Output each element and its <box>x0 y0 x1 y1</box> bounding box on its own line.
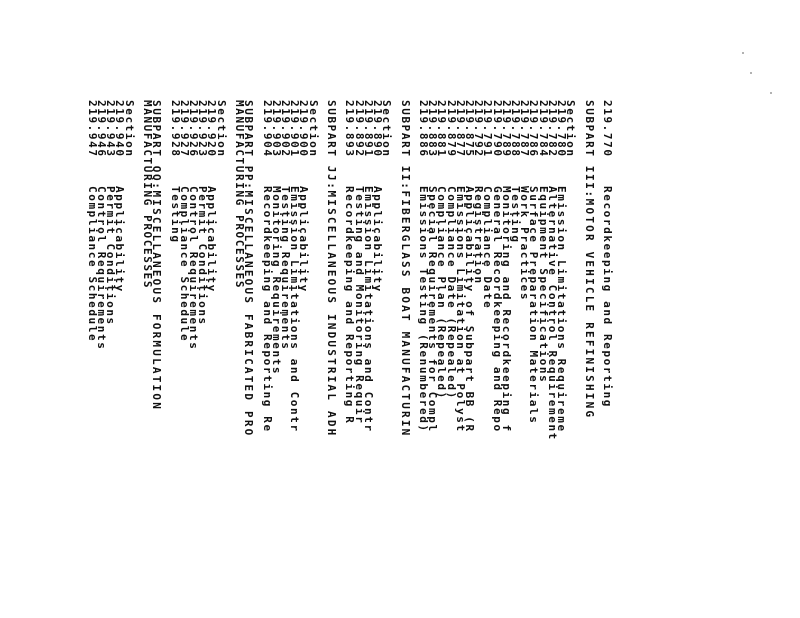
section-code: 219.788 <box>509 100 522 158</box>
section-title: Applicability <box>371 186 384 293</box>
section-title: Emissions Limitation at Polyst <box>453 186 467 433</box>
section-title: Monitoring Requirements <box>269 186 283 376</box>
section-title: Applicability <box>297 186 311 293</box>
document-line <box>262 100 272 433</box>
section-code: 219.787 <box>518 100 532 158</box>
section-code: 219.875 <box>463 100 476 158</box>
section-code: 219.946 <box>95 100 108 158</box>
rotated-text-block <box>52 100 612 618</box>
section-code: Section <box>306 100 320 158</box>
section-code: MANUFACTURING PROCESSES <box>233 100 246 290</box>
section-title: Compliance Date <box>481 186 495 310</box>
section-code: 219.902 <box>279 100 292 158</box>
section-code: 219.900 <box>297 100 311 158</box>
section-code: 219.927 <box>177 100 191 158</box>
section-title: Control Requirements <box>187 186 200 351</box>
section-code: 219.892 <box>352 100 366 158</box>
document-line <box>400 100 410 438</box>
section-title: General Recordkeeping and Repo <box>490 186 504 433</box>
section-title: Equipment Specifications <box>536 186 550 384</box>
section-code: 219.920 <box>205 100 219 158</box>
section-title: MOTOR VEHICLE REFINISHING <box>582 198 596 420</box>
section-title: Recordkeeping and Reporting <box>601 186 614 409</box>
section-title: Testing <box>168 186 182 244</box>
section-title: Compliance Schedule <box>85 186 99 343</box>
section-title: Applicability of Subpart BB (R <box>463 186 476 433</box>
section-code: 219.877 <box>453 100 467 158</box>
section-code: SUBPART II: <box>398 100 412 191</box>
section-title: Emissions Testing (Renumbered) <box>417 186 430 433</box>
section-code: 219.780 <box>555 100 568 158</box>
section-code: 219.928 <box>168 100 182 158</box>
section-code: MANUFACTURING PROCESSES <box>141 100 154 290</box>
section-code: 219.792 <box>472 100 486 158</box>
section-code: 219.789 <box>499 100 513 158</box>
section-code: 219.903 <box>269 100 283 158</box>
document-line <box>170 100 180 244</box>
section-title: Alternative Control Requirement <box>545 186 559 441</box>
section-code: 219.784 <box>536 100 550 158</box>
section-title: MISCELLANEOUS INDUSTRIAL ADH <box>325 190 338 438</box>
section-code: 219.947 <box>85 100 99 158</box>
section-title: Testing Requirements <box>279 186 292 351</box>
document-line <box>602 100 612 408</box>
section-title: Monitoring and Recordkeeping f <box>499 186 513 433</box>
section-code: 219.943 <box>104 100 118 158</box>
document-line <box>142 100 152 289</box>
section-code: SUBPART III: <box>582 100 596 199</box>
section-title: Registration <box>472 186 486 285</box>
section-title: Permit Conditions <box>104 186 118 326</box>
document-line <box>87 100 97 342</box>
section-title: Testing and Monitoring Requir <box>352 186 366 425</box>
section-title: MISCELLANEOUS FABRICATED PRO <box>242 190 256 438</box>
section-code: 219.886 <box>417 100 430 158</box>
document-line <box>343 100 357 425</box>
section-code: 219.879 <box>444 100 458 158</box>
section-title: Emission Limitations Requireme <box>555 186 568 433</box>
section-code: Section <box>122 100 136 158</box>
section-code: Section <box>380 100 394 158</box>
section-code: 219.940 <box>113 100 127 158</box>
section-code: SUBPART JJ: <box>325 100 338 191</box>
section-title: Permit Conditions <box>196 186 210 326</box>
section-code: 219.883 <box>426 100 440 158</box>
section-code: SUBPART QQ: <box>150 100 164 191</box>
section-code: 219.893 <box>343 100 357 158</box>
section-title: Recordkeeping and Reporting R <box>343 186 357 425</box>
section-title: Surface Preparation Materials <box>527 186 541 425</box>
section-code: 219.791 <box>481 100 495 158</box>
section-code: 219.904 <box>260 100 274 158</box>
section-title: Compliance Date (Repealed) <box>444 186 458 400</box>
section-title: Applicability <box>113 186 127 293</box>
section-title: Emission Limitations and Contr <box>361 186 375 433</box>
document-line <box>326 100 336 438</box>
document-line <box>234 100 244 289</box>
section-code: 219.782 <box>545 100 559 158</box>
section-code: 219.881 <box>435 100 449 158</box>
section-title: Emission Limitations and Contr <box>288 186 302 433</box>
section-code: Section <box>214 100 228 158</box>
section-title: Applicability <box>205 186 219 293</box>
section-code: Section <box>564 100 578 158</box>
section-title: Recordkeeping and Reporting Re <box>260 186 274 433</box>
section-code: 219.770 <box>601 100 614 158</box>
section-title: Control Requirements <box>95 186 108 351</box>
section-code: 219.786 <box>527 100 541 158</box>
section-title: Compliance Plan (Repealed) <box>435 186 449 400</box>
section-title: MISCELLANEOUS FORMULATION <box>150 190 164 412</box>
section-code: 219.926 <box>187 100 200 158</box>
section-code: SUBPART PP: <box>242 100 256 191</box>
section-code: 219.890 <box>371 100 384 158</box>
section-code: 219.891 <box>361 100 375 158</box>
section-title: Work Practices <box>518 186 532 302</box>
section-code: 219.923 <box>196 100 210 158</box>
section-title: Special Requirements for Compl <box>426 186 440 433</box>
section-title: FIBERGLASS BOAT MANUFACTURIN <box>398 190 412 438</box>
section-code: 219.790 <box>490 100 504 158</box>
section-title: Compliance Schedule <box>177 186 191 343</box>
document-line <box>418 100 428 433</box>
document-line <box>584 100 594 419</box>
section-title: Testing <box>509 186 522 244</box>
section-code: 219.901 <box>288 100 302 158</box>
